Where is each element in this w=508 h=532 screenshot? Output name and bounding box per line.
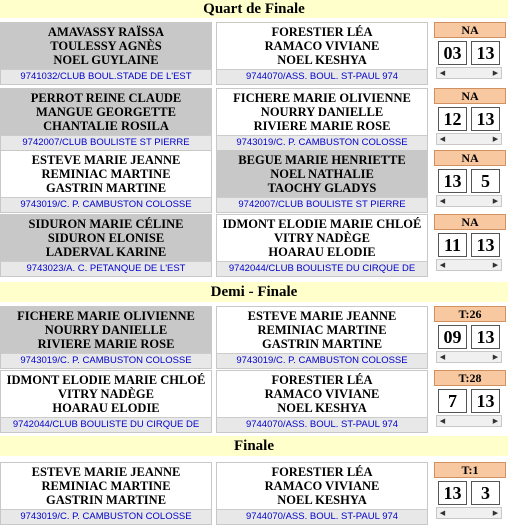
player-name: RAMACO VIVIANE — [264, 387, 380, 401]
player-name: HOARAU ELODIE — [268, 245, 376, 259]
player-name: FICHERE MARIE OLIVIENNE — [17, 309, 195, 323]
player-name: REMINIAC MARTINE — [257, 323, 387, 337]
scroll-left-arrow-icon[interactable]: ◀ — [439, 509, 446, 517]
player-name: LADERVAL KARINE — [45, 245, 167, 259]
player-name: NOURRY DANIELLE — [260, 105, 384, 119]
player-name: VITRY NADÈGE — [58, 387, 154, 401]
player-name: FORESTIER LÉA — [271, 465, 373, 479]
team-player-names — [217, 215, 427, 261]
team-player-names — [1, 89, 211, 135]
team-card — [0, 22, 212, 85]
team-player-names — [217, 307, 427, 353]
scroll-row — [434, 258, 506, 272]
scroll-left-arrow-icon[interactable]: ◀ — [439, 353, 446, 361]
team-card — [216, 88, 428, 151]
scroll-left-arrow-icon[interactable]: ◀ — [439, 261, 446, 269]
scroll-row — [434, 132, 506, 146]
horizontal-scrollbar[interactable] — [436, 507, 502, 519]
player-name: IDMONT ELODIE MARIE CHLOÉ — [6, 373, 206, 387]
match-status-label: T:26 — [434, 306, 506, 322]
player-name: HOARAU ELODIE — [52, 401, 160, 415]
score-team1: 09 — [438, 325, 467, 349]
score-team2: 13 — [471, 233, 500, 257]
score-team2: 3 — [471, 481, 500, 505]
horizontal-scrollbar[interactable] — [436, 259, 502, 271]
club-link[interactable]: 9743023/A. C. PETANQUE DE L'EST — [1, 261, 211, 276]
club-link[interactable]: 9742007/CLUB BOULISTE ST PIERRE — [217, 197, 427, 212]
team-card — [216, 150, 428, 213]
player-name: NOEL KESHYA — [277, 493, 367, 507]
team-player-names — [217, 89, 427, 135]
team-player-names — [217, 151, 427, 197]
player-name: CHANTALIE ROSILA — [43, 119, 169, 133]
team-card — [0, 88, 212, 151]
player-name: NOEL GUYLAINE — [53, 53, 159, 67]
match-status-label: T:28 — [434, 370, 506, 386]
club-link[interactable]: 9743019/C. P. CAMBUSTON COLOSSE — [217, 135, 427, 150]
score-row — [434, 386, 506, 414]
score-box — [434, 150, 506, 208]
scroll-right-arrow-icon[interactable]: ▶ — [492, 261, 499, 269]
score-team2: 13 — [471, 389, 500, 413]
horizontal-scrollbar[interactable] — [436, 195, 502, 207]
section-title-final: Finale — [0, 436, 508, 456]
club-link[interactable]: 9743019/C. P. CAMBUSTON COLOSSE — [1, 353, 211, 368]
club-link[interactable]: 9744070/ASS. BOUL. ST-PAUL 974 — [217, 509, 427, 524]
player-name: RIVIERE MARIE ROSE — [37, 337, 175, 351]
team-player-names — [1, 463, 211, 509]
score-row — [434, 322, 506, 350]
player-name: GASTRIN MARTINE — [45, 493, 167, 507]
score-box — [434, 22, 506, 80]
score-box — [434, 370, 506, 428]
scroll-row — [434, 66, 506, 80]
player-name: ESTEVE MARIE JEANNE — [31, 465, 181, 479]
player-name: FORESTIER LÉA — [271, 25, 373, 39]
score-row — [434, 166, 506, 194]
player-name: ESTEVE MARIE JEANNE — [31, 153, 181, 167]
scroll-right-arrow-icon[interactable]: ▶ — [492, 417, 499, 425]
score-row — [434, 104, 506, 132]
scroll-row — [434, 350, 506, 364]
score-team1: 11 — [438, 233, 467, 257]
section-title-semi: Demi - Finale — [0, 282, 508, 302]
player-name: REMINIAC MARTINE — [41, 479, 171, 493]
section-title-quarter: Quart de Finale — [0, 0, 508, 18]
player-name: MANGUE GEORGETTE — [36, 105, 176, 119]
player-name: NOEL KESHYA — [277, 53, 367, 67]
club-link[interactable]: 9744070/ASS. BOUL. ST-PAUL 974 — [217, 417, 427, 432]
team-player-names — [1, 23, 211, 69]
club-link[interactable]: 9743019/C. P. CAMBUSTON COLOSSE — [1, 197, 211, 212]
team-card — [216, 22, 428, 85]
scroll-right-arrow-icon[interactable]: ▶ — [492, 353, 499, 361]
score-row — [434, 38, 506, 66]
player-name: NOEL KESHYA — [277, 401, 367, 415]
team-player-names — [217, 371, 427, 417]
player-name: NOURRY DANIELLE — [44, 323, 168, 337]
player-name: SIDURON ELONISE — [47, 231, 165, 245]
score-team2: 13 — [471, 325, 500, 349]
horizontal-scrollbar[interactable] — [436, 67, 502, 79]
team-card — [0, 306, 212, 369]
score-team1: 13 — [438, 169, 467, 193]
club-link[interactable]: 9744070/ASS. BOUL. ST-PAUL 974 — [217, 69, 427, 84]
player-name: RIVIERE MARIE ROSE — [253, 119, 391, 133]
team-card — [0, 462, 212, 525]
club-link[interactable]: 9743019/C. P. CAMBUSTON COLOSSE — [217, 353, 427, 368]
score-box — [434, 88, 506, 146]
player-name: FICHERE MARIE OLIVIENNE — [233, 91, 411, 105]
horizontal-scrollbar[interactable] — [436, 351, 502, 363]
team-card — [216, 370, 428, 433]
player-name: RAMACO VIVIANE — [264, 479, 380, 493]
score-team1: 13 — [438, 481, 467, 505]
score-team1: 12 — [438, 107, 467, 131]
player-name: GASTRIN MARTINE — [261, 337, 383, 351]
team-player-names — [1, 307, 211, 353]
scroll-right-arrow-icon[interactable]: ▶ — [492, 135, 499, 143]
score-team2: 13 — [471, 107, 500, 131]
player-name: TOULESSY AGNÈS — [50, 39, 162, 53]
team-card — [0, 370, 212, 433]
player-name: VITRY NADÈGE — [274, 231, 370, 245]
score-row — [434, 230, 506, 258]
player-name: TAOCHY GLADYS — [267, 181, 377, 195]
match-status-label: NA — [434, 22, 506, 38]
scroll-left-arrow-icon[interactable]: ◀ — [439, 69, 446, 77]
player-name: FORESTIER LÉA — [271, 373, 373, 387]
score-team1: 7 — [438, 389, 467, 413]
team-card — [216, 306, 428, 369]
player-name: GASTRIN MARTINE — [45, 181, 167, 195]
match-status-label: NA — [434, 88, 506, 104]
score-box — [434, 306, 506, 364]
player-name: IDMONT ELODIE MARIE CHLOÉ — [222, 217, 422, 231]
team-player-names — [217, 23, 427, 69]
scroll-right-arrow-icon[interactable]: ▶ — [492, 69, 499, 77]
score-row — [434, 478, 506, 506]
player-name: RAMACO VIVIANE — [264, 39, 380, 53]
team-player-names — [1, 371, 211, 417]
player-name: BEGUE MARIE HENRIETTE — [238, 153, 406, 167]
player-name: ESTEVE MARIE JEANNE — [247, 309, 397, 323]
team-player-names — [1, 215, 211, 261]
team-player-names — [1, 151, 211, 197]
team-player-names — [217, 463, 427, 509]
scroll-row — [434, 414, 506, 428]
scroll-left-arrow-icon[interactable]: ◀ — [439, 417, 446, 425]
score-team2: 5 — [471, 169, 500, 193]
player-name: AMAVASSY RAÏSSA — [47, 25, 165, 39]
horizontal-scrollbar[interactable] — [436, 133, 502, 145]
score-team2: 13 — [471, 41, 500, 65]
club-link[interactable]: 9743019/C. P. CAMBUSTON COLOSSE — [1, 509, 211, 524]
team-card — [216, 462, 428, 525]
club-link[interactable]: 9742044/CLUB BOULISTE DU CIRQUE DE — [217, 261, 427, 276]
team-card — [0, 214, 212, 277]
team-card — [216, 214, 428, 277]
club-link[interactable]: 9742007/CLUB BOULISTE ST PIERRE — [1, 135, 211, 150]
player-name: PERROT REINE CLAUDE — [30, 91, 182, 105]
scroll-row — [434, 194, 506, 208]
horizontal-scrollbar[interactable] — [436, 415, 502, 427]
score-team1: 03 — [438, 41, 467, 65]
match-status-label: NA — [434, 214, 506, 230]
team-card — [0, 150, 212, 213]
player-name: NOEL NATHALIE — [270, 167, 374, 181]
scroll-left-arrow-icon[interactable]: ◀ — [439, 135, 446, 143]
match-status-label: NA — [434, 150, 506, 166]
match-status-label: T:1 — [434, 462, 506, 478]
scroll-right-arrow-icon[interactable]: ▶ — [492, 197, 499, 205]
club-link[interactable]: 9742044/CLUB BOULISTE DU CIRQUE DE — [1, 417, 211, 432]
scroll-right-arrow-icon[interactable]: ▶ — [492, 509, 499, 517]
scroll-row — [434, 506, 506, 520]
club-link[interactable]: 9741032/CLUB BOUL.STADE DE L'EST — [1, 69, 211, 84]
score-box — [434, 214, 506, 272]
player-name: REMINIAC MARTINE — [41, 167, 171, 181]
scroll-left-arrow-icon[interactable]: ◀ — [439, 197, 446, 205]
player-name: SIDURON MARIE CÉLINE — [28, 217, 184, 231]
score-box — [434, 462, 506, 520]
